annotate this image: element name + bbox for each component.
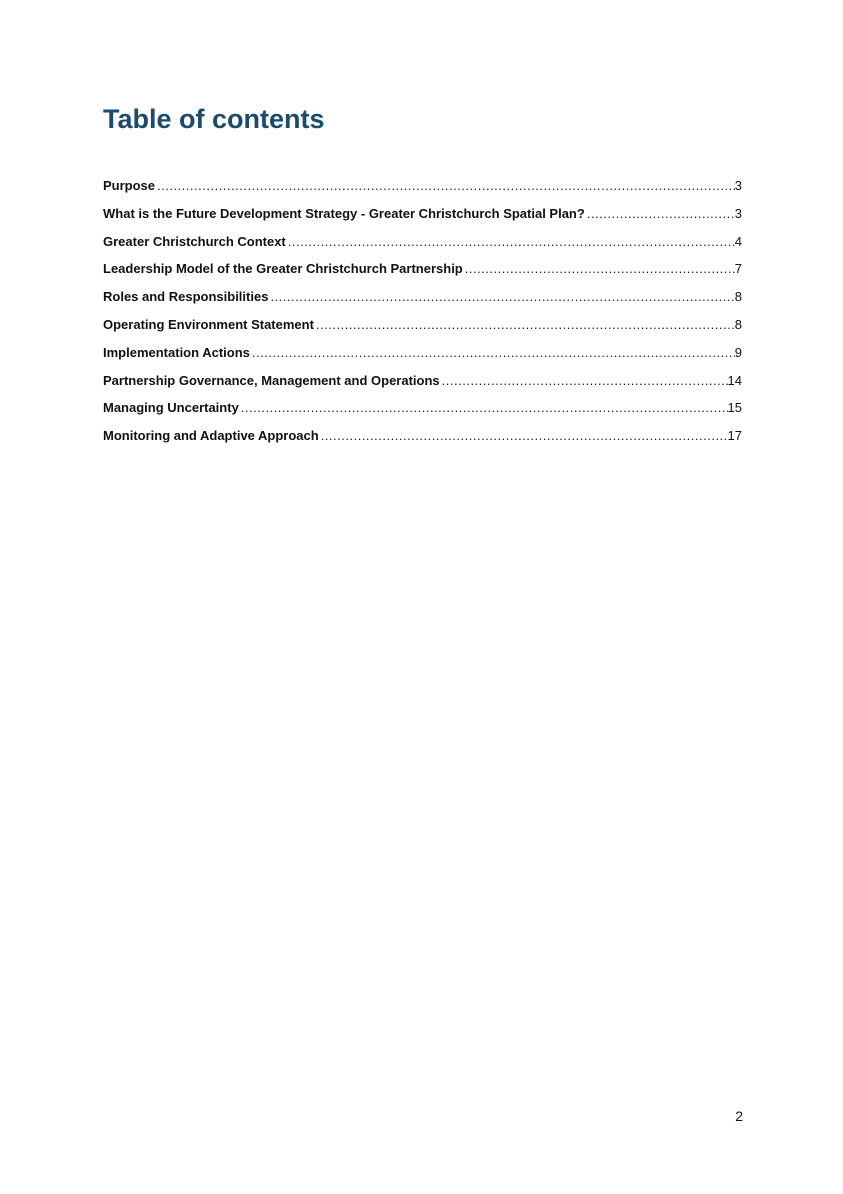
toc-page-number: 7 xyxy=(734,261,742,277)
toc-entry-title: What is the Future Development Strategy - Greater Christchurch Spatial Plan? xyxy=(103,205,585,221)
toc-entry-leadership-model[interactable] xyxy=(103,255,742,283)
toc-dot-leader xyxy=(268,283,734,311)
toc-page-number: 3 xyxy=(734,205,742,221)
toc-entry-context[interactable] xyxy=(103,228,742,256)
toc-page-number: 3 xyxy=(734,178,742,193)
toc-entry-purpose[interactable] xyxy=(103,172,742,200)
toc-entry-title: Leadership Model of the Greater Christchurch Partnership xyxy=(103,261,463,277)
toc-entry-governance[interactable] xyxy=(103,367,742,395)
toc-dot-leader xyxy=(585,200,735,228)
toc-page-number: 9 xyxy=(734,344,742,360)
toc-entry-title: Monitoring and Adaptive Approach xyxy=(103,428,319,444)
toc-dot-leader xyxy=(319,422,728,450)
page-title: Table of contents xyxy=(103,104,325,134)
toc-entry-title: Roles and Responsibilities xyxy=(103,289,269,305)
toc-dot-leader xyxy=(239,394,728,422)
toc-dot-leader xyxy=(440,367,728,395)
toc-dot-leader xyxy=(155,172,735,200)
toc-dot-leader xyxy=(286,228,735,256)
page-number: 2 xyxy=(735,1108,743,1124)
toc-entry-title: Greater Christchurch Context xyxy=(103,233,286,249)
toc-page-number: 17 xyxy=(727,428,742,444)
toc-entry-what-is-fds[interactable] xyxy=(103,200,742,228)
toc-entry-title: Purpose xyxy=(103,178,156,193)
toc-dot-leader xyxy=(250,339,735,367)
table-of-contents xyxy=(103,172,742,450)
toc-entry-roles[interactable] xyxy=(103,283,742,311)
toc-entry-operating-environment[interactable] xyxy=(103,311,742,339)
toc-entry-title: Operating Environment Statement xyxy=(103,316,314,332)
toc-dot-leader xyxy=(463,255,735,283)
toc-entry-implementation-actions[interactable] xyxy=(103,339,742,367)
toc-page-number: 8 xyxy=(734,316,742,332)
toc-entry-title: Managing Uncertainty xyxy=(103,400,239,416)
toc-entry-title: Implementation Actions xyxy=(103,344,250,360)
toc-dot-leader xyxy=(314,311,735,339)
toc-page-number: 14 xyxy=(727,372,742,388)
toc-entry-monitoring[interactable] xyxy=(103,422,742,450)
toc-page-number: 8 xyxy=(734,289,742,305)
toc-entry-managing-uncertainty[interactable] xyxy=(103,394,742,422)
toc-page-number: 4 xyxy=(734,233,742,249)
toc-entry-title: Partnership Governance, Management and Operations xyxy=(103,372,440,388)
toc-page-number: 15 xyxy=(727,400,742,416)
